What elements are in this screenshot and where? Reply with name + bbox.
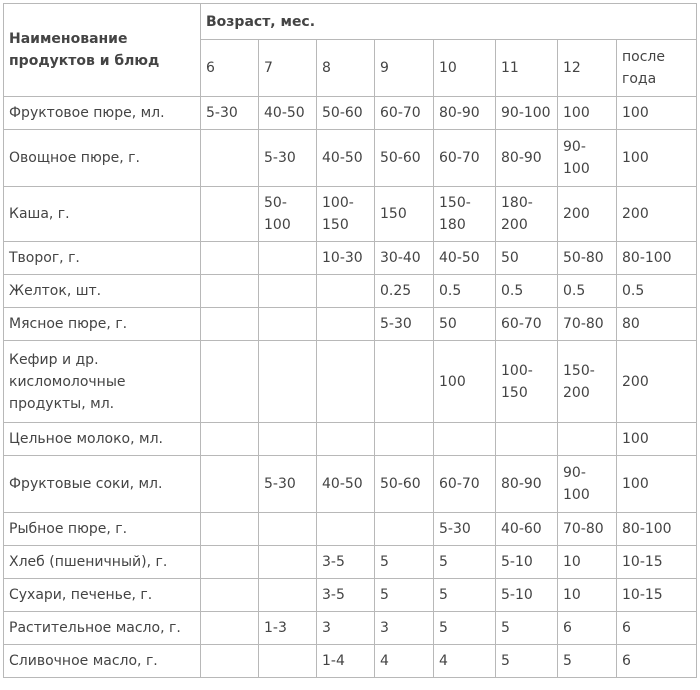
value-cell: 90-100 (558, 456, 617, 513)
value-cell (496, 423, 558, 456)
value-cell: 10-15 (617, 546, 697, 579)
value-cell: 5 (375, 546, 434, 579)
value-cell: 5 (496, 612, 558, 645)
value-cell: 100 (617, 423, 697, 456)
product-name-cell: Каша, г. (4, 187, 201, 242)
value-cell: 50-100 (259, 187, 317, 242)
month-header: 11 (496, 40, 558, 97)
value-cell: 40-50 (434, 242, 496, 275)
feeding-table (3, 3, 697, 678)
value-cell: 200 (617, 341, 697, 423)
value-cell: 100 (434, 341, 496, 423)
value-cell: 90-100 (558, 130, 617, 187)
table-row (4, 513, 697, 546)
table-row (4, 341, 697, 423)
value-cell: 40-60 (496, 513, 558, 546)
value-cell (375, 513, 434, 546)
value-cell (317, 308, 375, 341)
value-cell (201, 513, 259, 546)
month-header: 7 (259, 40, 317, 97)
month-header: после года (617, 40, 697, 97)
value-cell (259, 513, 317, 546)
value-cell: 0.5 (558, 275, 617, 308)
product-name-cell: Желток, шт. (4, 275, 201, 308)
value-cell: 6 (617, 612, 697, 645)
value-cell: 4 (375, 645, 434, 678)
table-row (4, 275, 697, 308)
value-cell: 5 (375, 579, 434, 612)
value-cell (259, 275, 317, 308)
product-name-cell: Сливочное масло, г. (4, 645, 201, 678)
value-cell: 5 (496, 645, 558, 678)
value-cell: 4 (434, 645, 496, 678)
value-cell (201, 579, 259, 612)
value-cell: 6 (617, 645, 697, 678)
product-name-cell: Сухари, печенье, г. (4, 579, 201, 612)
value-cell: 100-150 (496, 341, 558, 423)
value-cell: 1-4 (317, 645, 375, 678)
table-row (4, 97, 697, 130)
value-cell: 100 (617, 97, 697, 130)
table-row (4, 612, 697, 645)
value-cell (201, 546, 259, 579)
value-cell: 3 (317, 612, 375, 645)
value-cell: 60-70 (434, 130, 496, 187)
value-cell: 5-30 (259, 456, 317, 513)
product-name-cell: Хлеб (пшеничный), г. (4, 546, 201, 579)
table-row (4, 546, 697, 579)
value-cell (259, 242, 317, 275)
value-cell: 5-30 (201, 97, 259, 130)
value-cell (375, 341, 434, 423)
value-cell: 5 (434, 612, 496, 645)
value-cell: 60-70 (434, 456, 496, 513)
value-cell: 0.25 (375, 275, 434, 308)
table-row (4, 456, 697, 513)
value-cell (259, 308, 317, 341)
table-row (4, 579, 697, 612)
value-cell (375, 423, 434, 456)
value-cell (259, 645, 317, 678)
value-cell: 200 (617, 187, 697, 242)
month-header: 8 (317, 40, 375, 97)
value-cell: 80-100 (617, 513, 697, 546)
value-cell: 10-30 (317, 242, 375, 275)
value-cell: 40-50 (317, 130, 375, 187)
value-cell: 200 (558, 187, 617, 242)
month-header: 10 (434, 40, 496, 97)
value-cell: 50-60 (375, 456, 434, 513)
value-cell: 5-10 (496, 579, 558, 612)
value-cell: 50-60 (375, 130, 434, 187)
value-cell: 6 (558, 612, 617, 645)
value-cell: 5-30 (434, 513, 496, 546)
value-cell: 3-5 (317, 546, 375, 579)
value-cell (201, 275, 259, 308)
value-cell: 80-90 (434, 97, 496, 130)
table-row (4, 423, 697, 456)
table-row (4, 242, 697, 275)
value-cell: 70-80 (558, 308, 617, 341)
value-cell (201, 645, 259, 678)
value-cell (201, 130, 259, 187)
value-cell: 100 (558, 97, 617, 130)
value-cell: 1-3 (259, 612, 317, 645)
value-cell: 10-15 (617, 579, 697, 612)
value-cell (201, 187, 259, 242)
value-cell: 5-30 (259, 130, 317, 187)
table-row (4, 130, 697, 187)
value-cell: 80-90 (496, 456, 558, 513)
month-header: 9 (375, 40, 434, 97)
value-cell: 80 (617, 308, 697, 341)
value-cell (201, 456, 259, 513)
value-cell (317, 341, 375, 423)
value-cell: 60-70 (375, 97, 434, 130)
value-cell: 5 (434, 579, 496, 612)
value-cell: 60-70 (496, 308, 558, 341)
table-row (4, 308, 697, 341)
value-cell (259, 423, 317, 456)
product-name-cell: Творог, г. (4, 242, 201, 275)
product-name-cell: Рыбное пюре, г. (4, 513, 201, 546)
value-cell: 5-30 (375, 308, 434, 341)
value-cell: 10 (558, 546, 617, 579)
product-name-cell: Кефир и др. кисломолочные продукты, мл. (4, 341, 201, 423)
value-cell: 50 (496, 242, 558, 275)
value-cell: 70-80 (558, 513, 617, 546)
value-cell: 0.5 (496, 275, 558, 308)
table-row (4, 645, 697, 678)
value-cell (317, 513, 375, 546)
value-cell: 100-150 (317, 187, 375, 242)
value-cell: 40-50 (317, 456, 375, 513)
value-cell: 3-5 (317, 579, 375, 612)
value-cell (434, 423, 496, 456)
product-name-cell: Растительное масло, г. (4, 612, 201, 645)
table-row (4, 187, 697, 242)
value-cell: 180-200 (496, 187, 558, 242)
value-cell: 5-10 (496, 546, 558, 579)
value-cell: 0.5 (617, 275, 697, 308)
value-cell (259, 341, 317, 423)
value-cell: 100 (617, 456, 697, 513)
value-cell (259, 546, 317, 579)
value-cell (201, 308, 259, 341)
value-cell (201, 612, 259, 645)
product-name-cell: Фруктовые соки, мл. (4, 456, 201, 513)
value-cell: 50 (434, 308, 496, 341)
product-name-cell: Овощное пюре, г. (4, 130, 201, 187)
value-cell: 40-50 (259, 97, 317, 130)
value-cell (317, 423, 375, 456)
value-cell: 100 (617, 130, 697, 187)
value-cell (201, 423, 259, 456)
month-header: 6 (201, 40, 259, 97)
value-cell: 80-90 (496, 130, 558, 187)
value-cell (259, 579, 317, 612)
value-cell: 0.5 (434, 275, 496, 308)
value-cell: 150 (375, 187, 434, 242)
value-cell: 90-100 (496, 97, 558, 130)
value-cell: 50-80 (558, 242, 617, 275)
product-column-header: Наименование продуктов и блюд (4, 4, 201, 97)
value-cell (201, 341, 259, 423)
age-column-header: Возраст, мес. (201, 4, 697, 40)
value-cell: 5 (558, 645, 617, 678)
value-cell: 150-180 (434, 187, 496, 242)
value-cell: 30-40 (375, 242, 434, 275)
value-cell: 80-100 (617, 242, 697, 275)
value-cell (317, 275, 375, 308)
value-cell: 10 (558, 579, 617, 612)
product-name-cell: Цельное молоко, мл. (4, 423, 201, 456)
value-cell: 150-200 (558, 341, 617, 423)
value-cell: 5 (434, 546, 496, 579)
product-name-cell: Мясное пюре, г. (4, 308, 201, 341)
value-cell: 50-60 (317, 97, 375, 130)
month-header: 12 (558, 40, 617, 97)
value-cell (558, 423, 617, 456)
product-name-cell: Фруктовое пюре, мл. (4, 97, 201, 130)
value-cell (201, 242, 259, 275)
value-cell: 3 (375, 612, 434, 645)
